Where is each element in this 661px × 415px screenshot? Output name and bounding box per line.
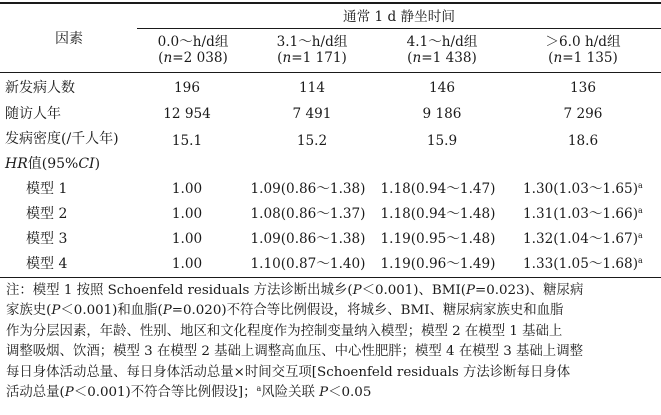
row-label: 模型 4 (26, 256, 68, 272)
table-cell: 1.00 (171, 256, 203, 272)
col-header-2: 3.1～h/d组 (n=1 171) (276, 34, 348, 66)
table-cell: 1.18(0.94～1.48) (380, 206, 496, 222)
row-label: 模型 3 (26, 231, 68, 247)
group-header: 通常 1 d 静坐时间 (343, 9, 455, 25)
footnote-line: 每日身体活动总量、每日身体活动总量×时间交互项[Schoenfeld residuals 方法诊断每日身体 (6, 364, 571, 380)
footnote-line: 家族史(P＜0.001)和血脂(P=0.020)不符合等比例假设，将城乡、BMI、糖尿病家族史和血脂 (6, 303, 564, 319)
table-bottom-rule (0, 277, 661, 278)
table-cell: 1.31(1.03～1.66)$^a$ (523, 206, 643, 222)
group-header-rule (137, 28, 661, 29)
table-cell: 1.08(0.86～1.37) (250, 206, 366, 222)
table-cell: 1.18(0.94～1.47) (380, 181, 496, 197)
table-cell: 146 (429, 80, 455, 96)
table-cell: 1.30(1.03～1.65)$^a$ (523, 181, 643, 197)
table-cell: 15.9 (426, 133, 458, 149)
row-label: 新发病人数 (5, 80, 75, 96)
table-cell: 1.09(0.86～1.38) (250, 181, 366, 197)
table-cell: 1.19(0.96～1.49) (380, 256, 496, 272)
table-cell: 1.19(0.95～1.48) (380, 231, 496, 247)
table-cell: 136 (570, 80, 596, 96)
table-cell: 1.32(1.04～1.67)$^a$ (523, 231, 643, 247)
table-cell: 1.00 (171, 206, 203, 222)
footnote-line: 调整吸烟、饮酒；模型 3 在模型 2 基础上调整高血压、中心性肥胖；模型 4 在模型 3 基础上调整 (6, 344, 583, 360)
table-cell: 7 491 (292, 106, 332, 122)
table-cell: 9 186 (422, 106, 462, 122)
table-cell: 1.33(1.05～1.68)$^a$ (523, 256, 643, 272)
table-cell: 12 954 (163, 106, 211, 122)
table-cell: 18.6 (567, 133, 599, 149)
row-label: 模型 1 (26, 181, 68, 197)
row-label: 模型 2 (26, 206, 68, 222)
table-cell: 7 296 (563, 106, 603, 122)
row-label: 随访人年 (5, 106, 61, 122)
table-cell: 1.00 (171, 181, 203, 197)
row-header: 因素 (55, 31, 83, 47)
col-header-3: 4.1～h/d组 (n=1 438) (406, 34, 478, 66)
table-cell: 114 (299, 80, 325, 96)
table-cell: 15.2 (296, 133, 328, 149)
row-label: 发病密度(/千人年) (5, 131, 119, 147)
hr-section-header: HR值(95%CI) (5, 156, 101, 172)
table-cell: 1.00 (171, 231, 203, 247)
table-cell: 15.1 (171, 133, 203, 149)
col-header-4: ＞6.0 h/d组 (n=1 135) (545, 34, 621, 66)
significance-mark: a (638, 181, 643, 190)
table-cell: 196 (174, 80, 200, 96)
footnote-line: 注：模型 1 按照 Schoenfeld residuals 方法诊断出城乡(P＜0.001)、BMI(P=0.023)、糖尿病 (6, 283, 584, 298)
col-header-1: 0.0～h/d组 (n=2 038) (157, 34, 229, 66)
header-bottom-rule (0, 72, 661, 73)
footnote-line: 活动总量(P＜0.001)不符合等比例假设]；$^a$风险关联 P＜0.05 (6, 384, 372, 401)
top-rule (0, 2, 661, 4)
significance-mark: a (638, 256, 643, 265)
table-footnote (6, 281, 656, 403)
table-cell: 1.09(0.86～1.38) (250, 231, 366, 247)
significance-mark: a (638, 231, 643, 240)
table-cell: 1.10(0.87～1.40) (250, 256, 366, 272)
significance-mark: a (638, 206, 643, 215)
footnote-line: 作为分层因素，年龄、性别、地区和文化程度作为控制变量纳入模型；模型 2 在模型 1 基础上 (6, 323, 563, 339)
